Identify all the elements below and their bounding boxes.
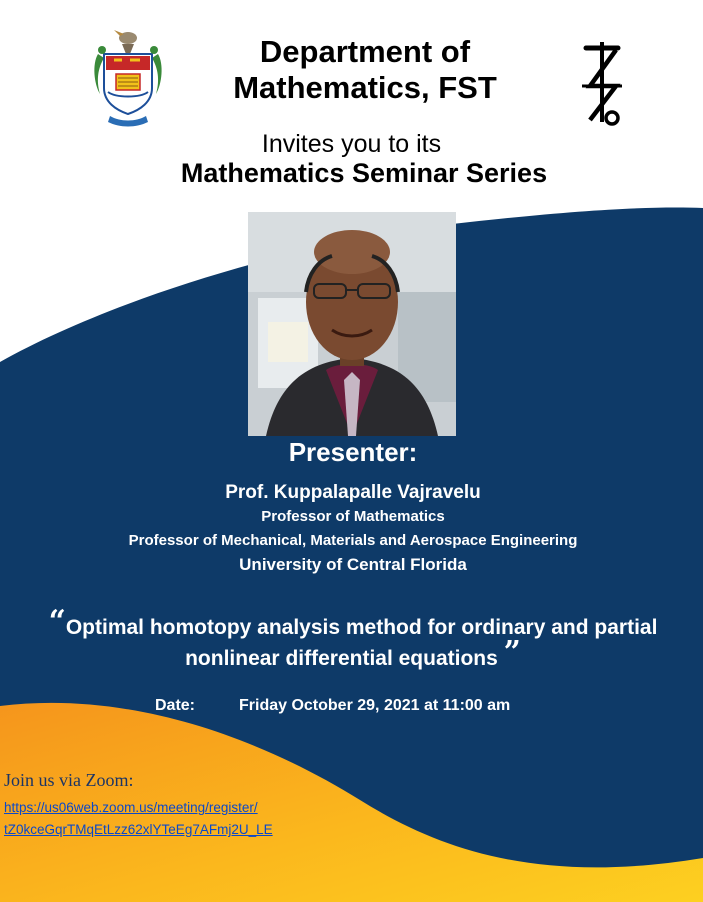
presenter-role-2: Professor of Mechanical, Materials and Aerospace Engineering <box>128 532 578 549</box>
presenter-name: Prof. Kuppalapalle Vajravelu <box>225 482 481 503</box>
close-quote: ” <box>503 635 521 670</box>
date-label: Date: <box>155 697 196 714</box>
open-quote: “ <box>48 604 66 639</box>
zoom-registration-link[interactable] <box>4 797 324 841</box>
department-title: Department of Mathematics, FST <box>233 34 497 105</box>
presenter-photo <box>248 212 456 436</box>
mathematics-society-logo-icon <box>578 40 626 126</box>
date-row <box>155 697 510 715</box>
presenter-heading: Presenter: <box>288 437 418 467</box>
date-value: Friday October 29, 2021 at 11:00 am <box>239 697 511 714</box>
zoom-link-line-2[interactable]: tZ0kceGqrTMqEtLzz62xlYTeEg7AFmj2U_LE <box>4 822 273 837</box>
presenter-affiliation: University of Central Florida <box>239 555 467 574</box>
zoom-link-line-1[interactable]: https://us06web.zoom.us/meeting/register/ <box>4 800 258 815</box>
talk-title <box>30 604 676 674</box>
university-crest-icon <box>90 24 166 128</box>
presenter-role-1: Professor of Mathematics <box>261 508 445 525</box>
invite-text: Invites you to its <box>261 130 442 158</box>
zoom-label: Join us via Zoom: <box>4 770 134 790</box>
talk-title-text: Optimal homotopy analysis method for ordinary and partial nonlinear differential equations <box>65 616 658 670</box>
seminar-series-title: Mathematics Seminar Series <box>180 158 548 188</box>
